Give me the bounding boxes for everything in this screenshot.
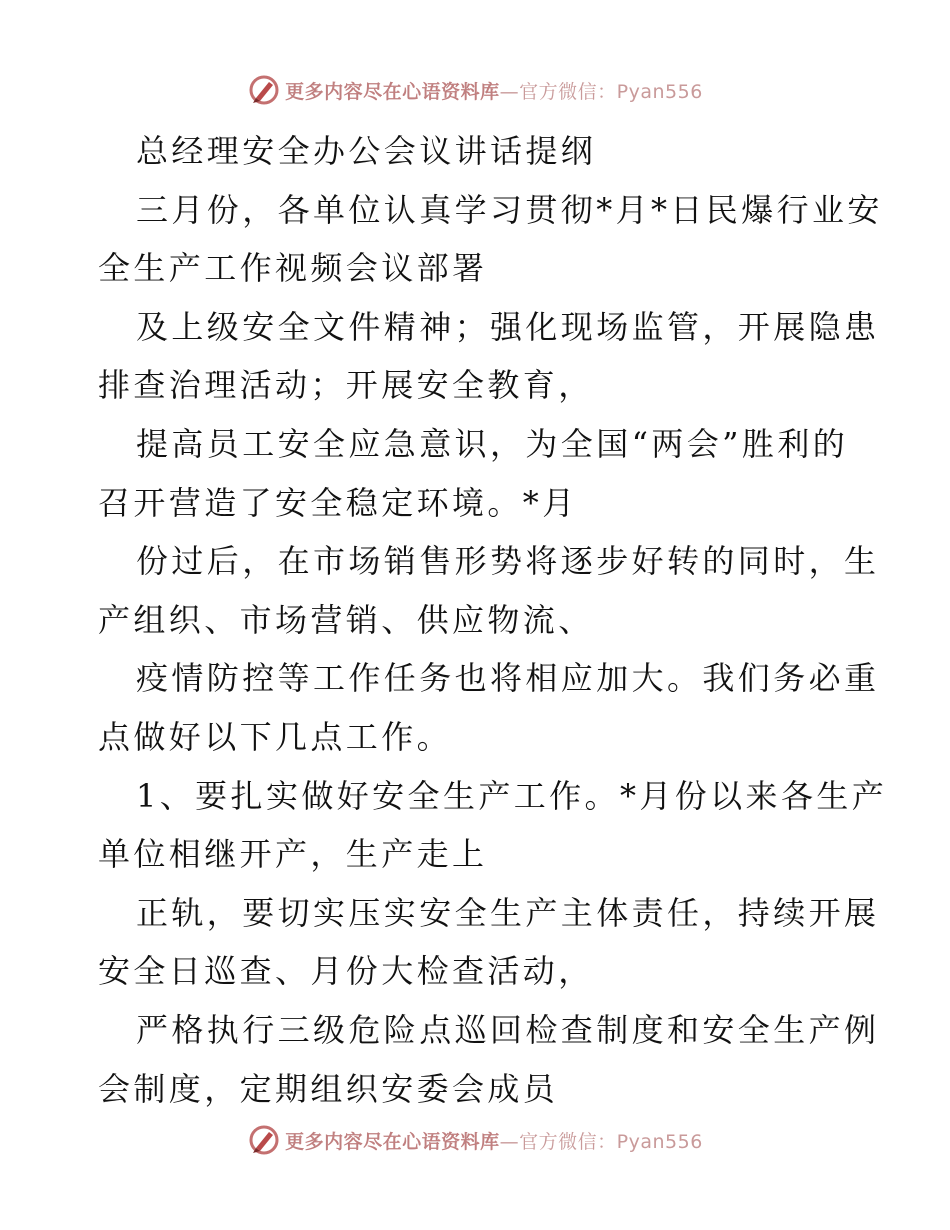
text-line: 疫情防控等工作任务也将相应加大。我们务必重	[136, 659, 880, 698]
text-line: 严格执行三级危险点巡回检查制度和安全生产例	[136, 1010, 880, 1049]
text-line: 单位相继开产，生产走上	[98, 835, 488, 874]
pen-circle-logo-icon	[247, 1123, 281, 1157]
text-line: 提高员工安全应急意识，为全国“两会”胜利的	[136, 424, 849, 463]
text-line: 会制度，定期组织安委会成员	[98, 1069, 559, 1108]
watermark-brand: 更多内容尽在心语资料库	[285, 80, 500, 103]
header-watermark	[0, 70, 950, 110]
watermark-suffix: —官方微信：Pyan556	[499, 80, 703, 103]
pen-circle-logo-icon	[247, 73, 281, 107]
document-body	[98, 122, 888, 1118]
text-line: 三月份，各单位认真学习贯彻*月*日民爆行业安	[136, 190, 883, 229]
watermark-brand: 更多内容尽在心语资料库	[285, 1130, 500, 1153]
watermark-suffix: —官方微信：Pyan556	[499, 1130, 703, 1153]
text-line: 及上级安全文件精神；强化现场监管，开展隐患	[136, 307, 880, 346]
text-line: 总经理安全办公会议讲话提纲	[136, 132, 597, 170]
text-line: 安全日巡查、月份大检查活动，	[98, 952, 594, 991]
text-line: 召开营造了安全稳定环境。*月	[98, 483, 578, 522]
text-line: 份过后，在市场销售形势将逐步好转的同时，生	[136, 542, 880, 581]
text-line: 产组织、市场营销、供应物流、	[98, 600, 594, 639]
text-line: 全生产工作视频会议部署	[98, 249, 488, 288]
text-line: 点做好以下几点工作。	[98, 717, 453, 756]
footer-watermark	[0, 1120, 950, 1160]
text-line: 1、要扎实做好安全生产工作。*月份以来各生产	[136, 776, 888, 815]
text-line: 正轨，要切实压实安全生产主体责任，持续开展	[136, 893, 880, 932]
text-line: 排查治理活动；开展安全教育，	[98, 366, 594, 405]
